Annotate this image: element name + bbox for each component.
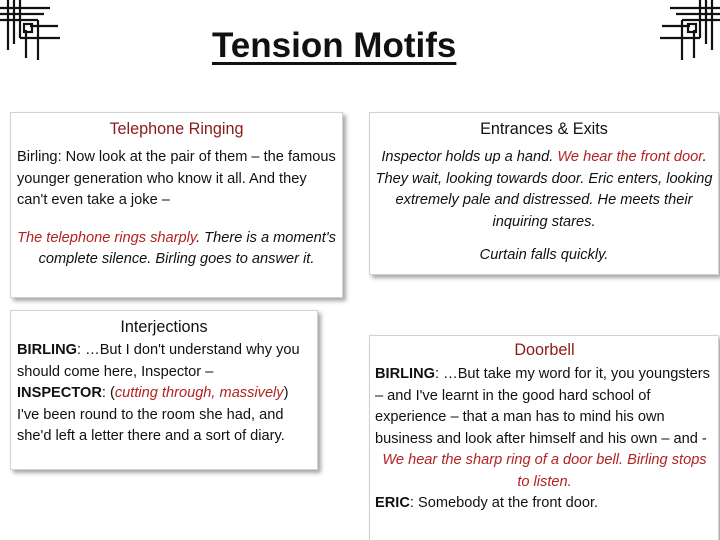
- interjections-text: [17, 340, 311, 448]
- stage-direction: cutting through, massively: [114, 385, 284, 401]
- speaker-eric: ERIC: [375, 495, 410, 511]
- doorbell-heading: Doorbell: [514, 341, 575, 359]
- speech-text: : Now look at the pair of them – the famous younger generation who know it all. And they can't even take a joke –: [17, 149, 336, 208]
- doorbell-stage-direction: We hear the sharp ring of a door bell. Birling stops to listen.: [382, 452, 707, 490]
- telephone-speech: [17, 147, 336, 212]
- page-title: Tension Motifs: [212, 26, 457, 65]
- entrances-exits-box: [369, 112, 719, 275]
- corner-ornament-left: [0, 0, 70, 70]
- stage-direction: The telephone rings sharply: [17, 229, 197, 246]
- speaker-birling: BIRLING: [375, 366, 435, 382]
- curtain-falls: Curtain falls quickly.: [479, 247, 609, 263]
- direction-close: ): [283, 385, 289, 401]
- eric-line: [375, 493, 714, 515]
- telephone-stage-direction: [17, 228, 336, 271]
- doorbell-speech: [375, 364, 714, 450]
- speaker-birling: BIRLING: [17, 342, 77, 358]
- entrances-text-b: We hear the front door: [557, 149, 703, 165]
- speaker-birling: Birling: [17, 149, 58, 165]
- entrances-text-c: . They wait, looking towards door. Eric enters, looking extremely pale and distressed. He meets their inquiring stares.: [375, 149, 713, 230]
- telephone-heading: Telephone Ringing: [109, 120, 244, 138]
- entrances-heading: Entrances & Exits: [480, 120, 608, 138]
- speech-text: I've been round to the room she had, and she'd left a letter there and a sort of diary.: [17, 406, 285, 444]
- interjections-box: [10, 310, 318, 470]
- speech-text: : Somebody at the front door.: [409, 495, 599, 511]
- doorbell-box: [369, 335, 719, 540]
- interjections-heading: Interjections: [120, 318, 208, 336]
- entrances-stage-direction: [374, 147, 714, 233]
- direction-open: : (: [101, 385, 115, 401]
- corner-ornament-right: [650, 0, 720, 70]
- speech-text: : …But I don't understand why you should come here, Inspector –: [17, 342, 300, 380]
- speaker-inspector: INSPECTOR: [17, 385, 102, 401]
- telephone-ringing-box: [10, 112, 343, 298]
- entrances-text-a: Inspector holds up a hand.: [381, 149, 558, 165]
- stage-direction-rest: . There is a moment's complete silence. Birling goes to answer it.: [38, 229, 336, 267]
- speech-text: : …But take my word for it, you youngsters – and I've learnt in the good hard school of experience – that a man has to mind his own business and look after himself and his own – and -: [375, 366, 710, 447]
